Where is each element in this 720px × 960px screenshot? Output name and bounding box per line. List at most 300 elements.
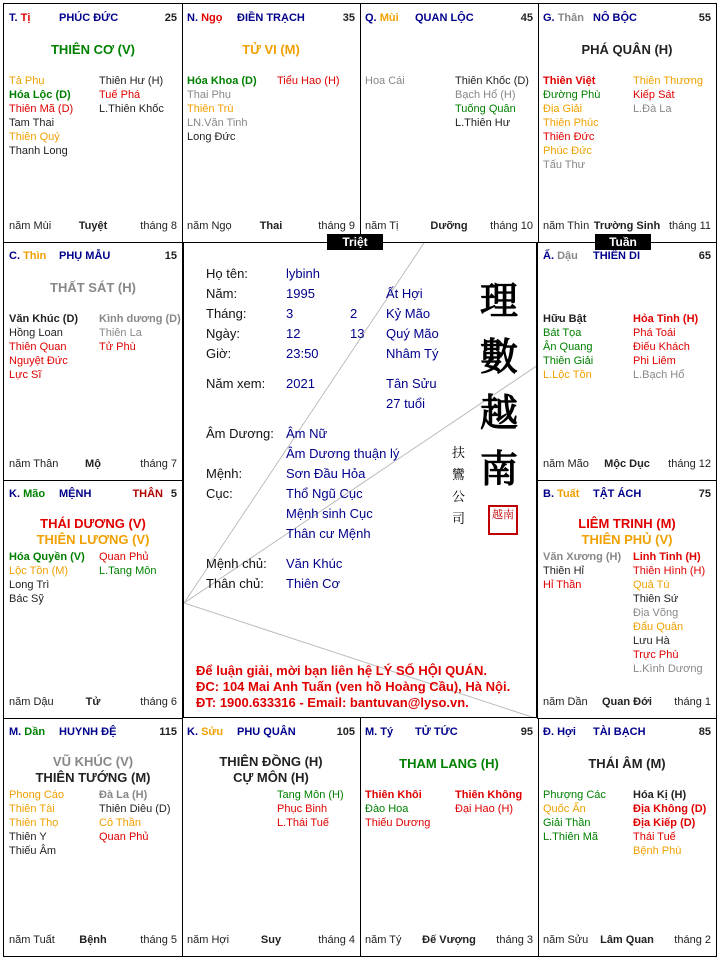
star-item: Hóa Lộc (D) [9, 89, 71, 101]
main-star: THÁI ÂM (M) [588, 756, 666, 771]
main-star: THIÊN CƠ (V) [50, 42, 136, 57]
palace-position-prefix: Q. [365, 12, 377, 24]
stars-right-column [277, 788, 344, 830]
longevity-stage: Thai [259, 220, 283, 232]
palace-position-prefix: K. [187, 726, 198, 738]
month-limit: tháng 8 [140, 220, 177, 232]
palace-header [9, 726, 177, 740]
star-item: Bạch Hổ (H) [455, 89, 516, 101]
main-star: THIÊN LƯƠNG (V) [36, 532, 150, 547]
star-item: Thiên Việt [543, 75, 596, 87]
logo-char-4: 南 [479, 446, 518, 491]
month-lunar: 2 [350, 306, 358, 321]
star-item: Thiên Mã (D) [9, 103, 74, 115]
longevity-stage: Suy [260, 934, 282, 946]
view-year-label: Năm xem: [206, 376, 266, 391]
longevity-stage: Mộ [85, 458, 101, 470]
palace-ngo[interactable] [181, 3, 361, 243]
star-item: Hỉ Thần [543, 579, 582, 591]
month-limit: tháng 10 [490, 220, 533, 232]
star-item: Kiếp Sát [633, 89, 675, 101]
minor-limit-year: năm Tị [365, 220, 399, 232]
stars-left-column [365, 74, 405, 88]
palace-mao[interactable] [3, 479, 183, 719]
contact-line-3: ĐT: 1900.633316 - Email: bantuvan@lyso.vn. [196, 695, 469, 710]
longevity-stage: Tuyệt [78, 220, 108, 232]
palace-footer [543, 696, 711, 710]
star-item: Lực Sĩ [9, 369, 42, 381]
star-item: Tấu Thư [543, 159, 586, 171]
day-label: Ngày: [206, 326, 240, 341]
age-value: 27 tuổi [386, 396, 426, 411]
palace-position [543, 250, 578, 262]
cuc-label: Cục: [206, 486, 233, 501]
palace-branch: Sửu [201, 726, 224, 738]
palace-header [543, 726, 711, 740]
palace-footer [9, 934, 177, 948]
contact-line-2: ĐC: 104 Mai Anh Tuấn (ven hồ Hoàng Cầu), Hà Nội. [196, 679, 511, 694]
logo-small-chars [452, 443, 468, 531]
minor-limit-year: năm Mão [543, 458, 589, 470]
star-item: Thiên Đức [543, 131, 595, 143]
palace-header [543, 488, 711, 502]
star-item: Nguyệt Đức [9, 355, 68, 367]
palace-name: MỆNH [59, 488, 92, 500]
star-item: Đường Phù [543, 89, 601, 101]
star-item: Thanh Long [9, 145, 68, 157]
month-limit: tháng 6 [140, 696, 177, 708]
minor-limit-year: năm Hợi [187, 934, 230, 946]
palace-footer [9, 458, 177, 472]
month-label: Tháng: [206, 306, 247, 321]
menhchu-value: Văn Khúc [286, 556, 343, 571]
star-item: Thiên Khốc (D) [455, 75, 529, 87]
palace-branch: Thân [557, 12, 584, 24]
view-year-value: 2021 [286, 376, 315, 391]
palace-header [187, 12, 355, 26]
palace-position [187, 12, 222, 24]
star-item: Điếu Khách [633, 341, 690, 353]
star-item: L.Đà La [633, 103, 672, 115]
menh-value: Sơn Đầu Hỏa [286, 466, 366, 481]
minor-limit-year: năm Dậu [9, 696, 54, 708]
amduong-note: Âm Dương thuận lý [286, 446, 400, 461]
star-item: Phi Liêm [633, 355, 676, 367]
month-limit: tháng 1 [674, 696, 711, 708]
star-item: Đại Hao (H) [455, 803, 514, 815]
month-limit: tháng 4 [318, 934, 355, 946]
star-item: Địa Kiếp (D) [633, 817, 696, 829]
star-item: Thiên Giải [543, 355, 594, 367]
logo-char-1: 理 [479, 278, 518, 323]
star-item: Thiên Tài [9, 803, 55, 815]
palace-position-prefix: M. [9, 726, 22, 738]
star-item: Cô Thần [99, 817, 141, 829]
stars-left-column [543, 550, 621, 592]
minor-limit-year: năm Mùi [9, 220, 52, 232]
palace-branch: Dậu [557, 250, 578, 262]
palace-position [543, 726, 576, 738]
palace-ti[interactable] [3, 3, 183, 243]
palace-thin[interactable] [3, 241, 183, 481]
hour-value: 23:50 [286, 346, 319, 361]
star-item: Địa Giải [543, 103, 583, 115]
main-stars [360, 756, 538, 772]
longevity-stage: Dưỡng [430, 220, 468, 232]
palace-position [187, 726, 223, 738]
palace-position-prefix: B. [543, 488, 554, 500]
stars-right-column [633, 312, 698, 382]
stars-right-column [99, 788, 171, 844]
minor-limit-year: năm Thân [9, 458, 59, 470]
month-limit: tháng 11 [668, 220, 711, 232]
star-item: Thiên Khôi [365, 789, 422, 801]
palace-major-limit: 55 [698, 12, 711, 24]
main-star: THẤT SÁT (H) [50, 280, 136, 295]
stars-right-column [633, 74, 703, 116]
palace-hoi[interactable] [537, 717, 717, 957]
tuan-badge: Tuần [595, 234, 651, 250]
day-solar: 12 [286, 326, 301, 341]
logo-small-3: 公 [452, 490, 466, 505]
year-value: 1995 [286, 286, 315, 301]
star-item: Thiên Diêu (D) [99, 803, 171, 815]
main-star: CỰ MÔN (H) [233, 770, 309, 785]
star-item: Hóa Quyền (V) [9, 551, 85, 563]
main-star: PHÁ QUÂN (H) [581, 42, 673, 57]
longevity-stage: Đế Vượng [422, 934, 476, 946]
main-star: TỬ VI (M) [242, 42, 300, 57]
star-item: L.Thiên Khốc [99, 103, 164, 115]
palace-mui[interactable] [359, 3, 539, 243]
palace-position [365, 12, 399, 24]
palace-major-limit: 85 [698, 726, 711, 738]
palace-than[interactable] [537, 3, 717, 243]
stars-right-column [99, 74, 164, 116]
star-item: Long Đức [187, 131, 236, 143]
star-item: Hóa Khoa (D) [187, 75, 257, 87]
day-canchi: Quý Mão [386, 326, 439, 341]
minor-limit-year: năm Dần [543, 696, 588, 708]
star-item: Phượng Các [543, 789, 606, 801]
cuc-value: Thổ Ngũ Cục [286, 486, 363, 501]
star-item: Tiểu Hao (H) [277, 75, 340, 87]
star-item: Long Trì [9, 579, 50, 591]
star-item: Quan Phủ [99, 551, 149, 563]
star-item: Thiên Quý [9, 131, 60, 143]
longevity-stage: Lâm Quan [600, 934, 654, 946]
star-item: Thiên Quan [9, 341, 67, 353]
palace-position-prefix: K. [9, 488, 20, 500]
logo-small-1: 扶 [452, 446, 466, 461]
main-star: THÁI DƯƠNG (V) [40, 516, 146, 531]
star-item: Văn Khúc (D) [9, 313, 79, 325]
amduong-label: Âm Dương: [206, 426, 274, 441]
palace-branch: Ngọ [201, 12, 223, 24]
main-star: VŨ KHÚC (V) [52, 754, 134, 769]
star-item: Thái Tuế [633, 831, 676, 843]
menhchu-label: Mệnh chủ: [206, 556, 267, 571]
stars-right-column [455, 788, 522, 816]
minor-limit-year: năm Thìn [543, 220, 590, 232]
palace-footer [187, 934, 355, 948]
longevity-stage: Mộc Dục [604, 458, 650, 470]
star-item: Thiên Phúc [543, 117, 599, 129]
main-star: THAM LANG (H) [399, 756, 499, 771]
palace-name: TẬT ÁCH [593, 488, 642, 500]
palace-position-prefix: Đ. [543, 726, 554, 738]
star-item: Tang Môn (H) [277, 789, 344, 801]
palace-position-prefix: Ấ. [543, 250, 554, 262]
star-item: Tuế Phá [99, 89, 141, 101]
day-lunar: 13 [350, 326, 365, 341]
palace-branch: Tý [380, 726, 394, 738]
star-item: Thiên Trù [187, 103, 234, 115]
main-stars [538, 42, 716, 58]
logo-small-2: 鸞 [452, 468, 466, 483]
star-item: Thai Phụ [187, 89, 232, 101]
palace-major-limit: 115 [159, 726, 177, 738]
main-stars [4, 280, 182, 296]
palace-position-prefix: M. [365, 726, 378, 738]
star-item: Thiên Không [455, 789, 523, 801]
palace-suu[interactable] [181, 717, 361, 957]
palace-footer [543, 934, 711, 948]
stars-right-column [633, 788, 706, 858]
month-limit: tháng 12 [668, 458, 711, 470]
palace-branch: Mùi [379, 12, 399, 24]
palace-dau[interactable] [537, 241, 717, 481]
palace-header [365, 12, 533, 26]
main-stars [538, 516, 716, 548]
palace-header [543, 12, 711, 26]
palace-position [365, 726, 393, 738]
star-item: Trực Phù [633, 649, 679, 661]
star-item: Địa Không (D) [633, 803, 707, 815]
stars-left-column [9, 74, 73, 158]
palace-tuat[interactable] [537, 479, 717, 719]
stars-left-column [9, 788, 64, 858]
logo-char-2: 數 [479, 334, 518, 379]
minor-limit-year: năm Tý [365, 934, 402, 946]
star-item: L.Lộc Tồn [543, 369, 592, 381]
palace-branch: Tị [20, 12, 31, 24]
stars-left-column [543, 312, 593, 382]
palace-major-limit: 95 [520, 726, 533, 738]
palace-position-prefix: G. [543, 12, 555, 24]
palace-header [543, 250, 711, 264]
than-marker: THÂN [132, 488, 163, 500]
star-item: Thiên Y [9, 831, 47, 843]
palace-header [187, 726, 355, 740]
stars-left-column [9, 312, 78, 382]
main-star: THIÊN PHỦ (V) [581, 532, 673, 547]
star-item: Phá Toái [633, 327, 676, 339]
star-item: Phúc Đức [543, 145, 592, 157]
star-item: Thiếu Dương [365, 817, 431, 829]
name-value: lybinh [286, 266, 320, 281]
palace-header [365, 726, 533, 740]
palace-footer [9, 220, 177, 234]
star-item: Phục Binh [277, 803, 328, 815]
palace-position-prefix: N. [187, 12, 198, 24]
longevity-stage: Quan Đới [602, 696, 652, 708]
star-item: Thiên Sứ [633, 593, 679, 605]
minor-limit-year: năm Ngọ [187, 220, 232, 232]
palace-major-limit: 15 [164, 250, 177, 262]
palace-ty[interactable] [359, 717, 539, 957]
stars-left-column [543, 788, 606, 844]
star-item: Hoa Cái [365, 75, 405, 87]
stars-right-column [277, 74, 340, 88]
triet-badge: Triệt [327, 234, 383, 250]
month-limit: tháng 3 [496, 934, 533, 946]
star-item: Linh Tinh (H) [633, 551, 701, 563]
star-item: Bát Tọa [543, 327, 582, 339]
cuc-note-1: Mệnh sinh Cục [286, 506, 373, 521]
year-canchi: Ất Hợi [386, 286, 423, 301]
palace-name: HUYNH ĐỆ [59, 726, 117, 738]
star-item: Bệnh Phù [633, 845, 682, 857]
palace-name: TÀI BẠCH [593, 726, 646, 738]
red-seal-stamp: 越南 [488, 505, 518, 535]
palace-name: NÔ BỘC [593, 12, 637, 24]
star-item: Đà La (H) [99, 789, 148, 801]
palace-major-limit: 5 [170, 488, 177, 500]
star-item: Phong Cáo [9, 789, 65, 801]
tu-vi-chart [3, 3, 717, 957]
year-label: Năm: [206, 286, 238, 301]
palace-major-limit: 35 [342, 12, 355, 24]
stars-left-column [9, 550, 85, 606]
star-item: Đẩu Quân [633, 621, 684, 633]
star-item: L.Thiên Mã [543, 831, 599, 843]
star-item: L.Kình Dương [633, 663, 703, 675]
palace-branch: Hợi [557, 726, 576, 738]
palace-position [543, 12, 584, 24]
main-stars [4, 516, 182, 548]
stars-right-column [455, 74, 529, 130]
star-item: L.Thiên Hư [455, 117, 511, 129]
hour-canchi: Nhâm Tý [386, 346, 439, 361]
main-stars [182, 754, 360, 786]
star-item: Thiên Thương [633, 75, 704, 87]
palace-major-limit: 105 [336, 726, 355, 738]
star-item: Tam Thai [9, 117, 55, 129]
palace-name: PHÚC ĐỨC [59, 12, 119, 24]
minor-limit-year: năm Tuất [9, 934, 55, 946]
palace-position [543, 488, 579, 500]
star-item: Thiên Hình (H) [633, 565, 706, 577]
star-item: Hữu Bật [543, 313, 587, 325]
star-item: Bác Sỹ [9, 593, 44, 605]
name-label: Họ tên: [206, 266, 248, 281]
palace-position-prefix: C. [9, 250, 20, 262]
main-stars [182, 42, 360, 58]
palace-name: PHU QUÂN [237, 726, 296, 738]
contact-line-1: Để luận giải, mời bạn liên hệ LÝ SỐ HỘI QUÁN. [196, 663, 487, 678]
palace-footer [365, 934, 533, 948]
star-item: Thiên Hỉ [543, 565, 584, 577]
palace-header [9, 488, 177, 502]
star-item: L.Tang Môn [99, 565, 157, 577]
main-stars [538, 756, 716, 772]
main-star: THIÊN TƯỚNG (M) [35, 770, 151, 785]
palace-major-limit: 65 [698, 250, 711, 262]
palace-dan[interactable] [3, 717, 183, 957]
star-item: Thiên La [99, 327, 142, 339]
palace-position [9, 726, 45, 738]
star-item: L.Thái Tuế [277, 817, 329, 829]
star-item: Tử Phù [99, 341, 136, 353]
palace-branch: Thìn [23, 250, 47, 262]
logo-char-3: 越 [479, 390, 518, 435]
palace-footer [9, 696, 177, 710]
palace-branch: Dần [24, 726, 46, 738]
month-solar: 3 [286, 306, 294, 321]
star-item: Thiên Hư (H) [99, 75, 164, 87]
month-limit: tháng 7 [140, 458, 177, 470]
star-item: Thiếu Âm [9, 845, 57, 857]
logo-small-4: 司 [452, 512, 466, 527]
palace-footer [365, 220, 533, 234]
star-item: Quan Phủ [99, 831, 149, 843]
star-item: Lộc Tồn (M) [9, 565, 69, 577]
stars-right-column [99, 550, 156, 578]
star-item: Thiên Thọ [9, 817, 59, 829]
palace-name: QUAN LỘC [415, 12, 474, 24]
palace-major-limit: 25 [164, 12, 177, 24]
month-limit: tháng 9 [318, 220, 355, 232]
palace-position [9, 12, 30, 24]
palace-footer [543, 220, 711, 234]
center-info-panel [183, 242, 537, 718]
month-limit: tháng 5 [140, 934, 177, 946]
stars-left-column [543, 74, 600, 172]
palace-position [9, 488, 45, 500]
star-item: Kình dương (D) [99, 313, 181, 325]
star-item: L.Bạch Hổ [633, 369, 685, 381]
star-item: Quả Tú [633, 579, 670, 591]
thanchu-label: Thân chủ: [206, 576, 264, 591]
minor-limit-year: năm Sửu [543, 934, 589, 946]
star-item: Đào Hoa [365, 803, 409, 815]
menh-label: Mệnh: [206, 466, 243, 481]
star-item: Hóa Kị (H) [633, 789, 687, 801]
thanchu-value: Thiên Cơ [286, 576, 341, 591]
logo-main-chars [474, 273, 524, 497]
palace-position [9, 250, 46, 262]
month-canchi: Kỷ Mão [386, 306, 431, 321]
month-limit: tháng 2 [674, 934, 711, 946]
palace-branch: Mão [23, 488, 46, 500]
star-item: Hồng Loan [9, 327, 63, 339]
cuc-note-2: Thân cư Mệnh [286, 526, 371, 541]
star-item: Hỏa Tinh (H) [633, 313, 699, 325]
star-item: Địa Võng [633, 607, 679, 619]
palace-footer [543, 458, 711, 472]
star-item: Lưu Hà [633, 635, 670, 647]
longevity-stage: Bệnh [79, 934, 107, 946]
calligraphy-logo [452, 273, 528, 553]
palace-position-prefix: T. [9, 12, 18, 24]
star-item: Tuống Quân [455, 103, 516, 115]
stars-left-column [187, 74, 257, 144]
star-item: LN.Văn Tinh [187, 117, 248, 129]
stars-right-column [633, 550, 705, 676]
view-year-canchi: Tân Sửu [386, 376, 437, 391]
stars-left-column [365, 788, 430, 830]
